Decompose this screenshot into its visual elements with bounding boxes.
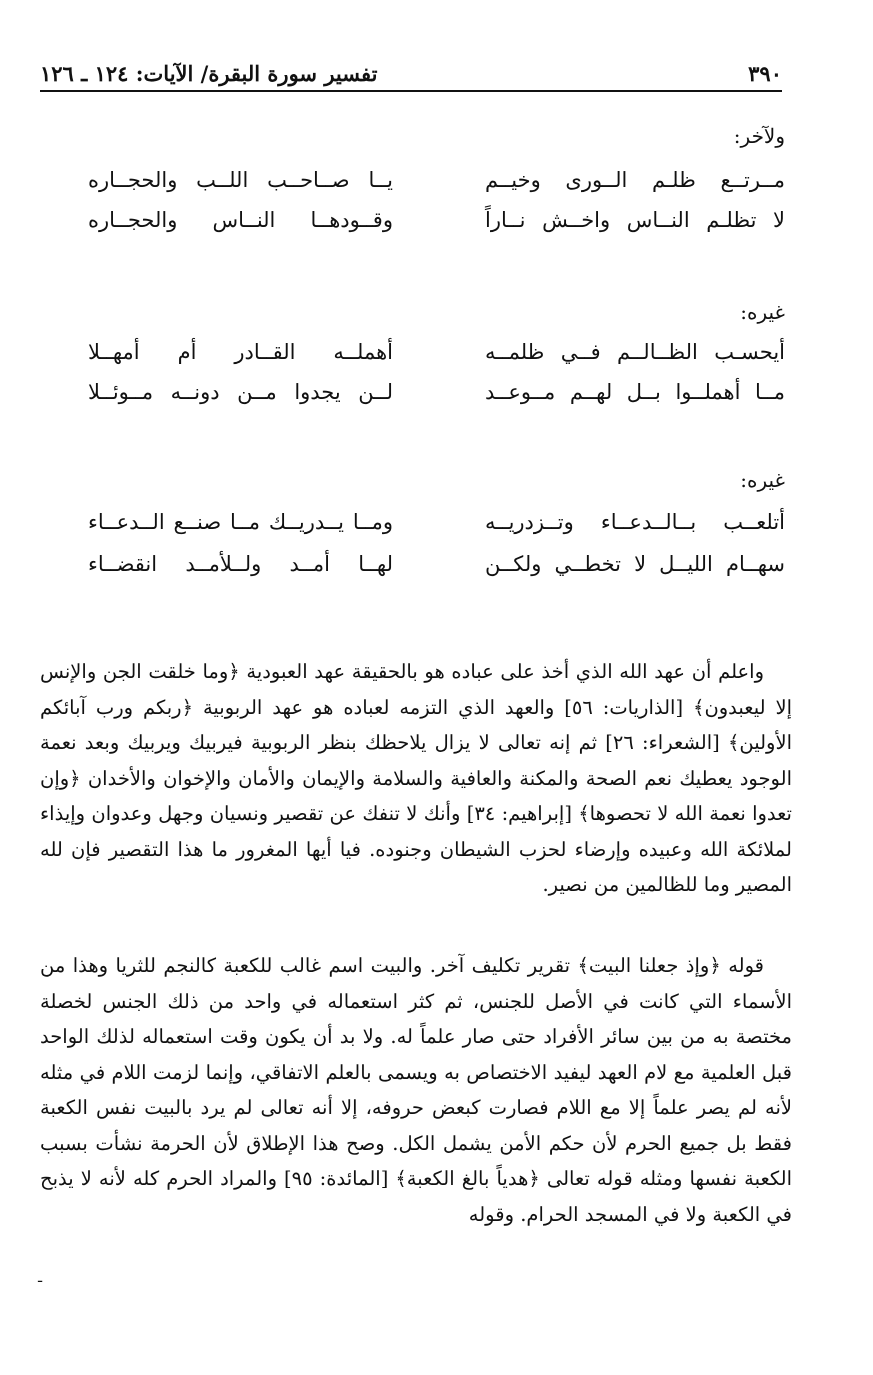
page-footer-mark: ـ: [38, 1270, 43, 1286]
commentary-paragraph: [40, 654, 792, 903]
verse-second-hemistich: لهــا أمــد ولــلأمــد انقضــاء: [88, 552, 393, 576]
running-title: تفسير سورة البقرة/ الآيات: ١٢٤ ـ ١٢٦: [40, 61, 378, 86]
commentary-paragraph: [40, 948, 792, 1232]
poem-label: غيره:: [740, 468, 785, 492]
verse-first-hemistich: لا تظلـم النــاس واخــش نــاراً: [485, 208, 785, 232]
verse-second-hemistich: وقــودهــا النــاس والحجــاره: [88, 208, 393, 232]
verse-first-hemistich: سهــام الليــل لا تخطــي ولكــن: [485, 552, 785, 576]
verse-second-hemistich: لــن يجدوا مــن دونــه مــوئــلا: [88, 380, 393, 404]
paragraph-text: واعلم أن عهد الله الذي أخذ على عباده هو بالحقيقة عهد العبودية ﴿وما خلقت الجن والإنس إلا ليعبدون﴾ [الذاريات: ٥٦] والعهد الذي التزمه لعباده هو عهد الربوبية ﴿ربكم ورب آبائكم الأولين﴾ [الشعراء: ٢٦] ثم إنه تعالى لا يزال يلاحظك بنظر الربوبية فيربيك ويربيك وبعد نعمة الوجود يعطيك نعم الصحة والمكنة والعافية والسلامة والإيمان والأمان والإخوان والأخدان ﴿وإن تعدوا نعمة الله لا تحصوها﴾ [إبراهيم: ٣٤] وأنك لا تنفك عن تقصير ونسيان وجهل وعدوان وإيذاء لملائكة الله وعبيده وإرضاء لحزب الشيطان وجنوده. فيا أيها المغرور ما هذا التقصير فإن لله المصير وما للظالمين من نصير.: [40, 660, 792, 896]
verse-first-hemistich: أتلعــب بــالــدعــاء وتــزدريــه: [485, 510, 785, 534]
verse-first-hemistich: مــرتــع ظلـم الــورى وخيــم: [485, 168, 785, 192]
page-header: [40, 56, 782, 92]
verse-second-hemistich: يــا صــاحــب اللــب والحجــاره: [88, 168, 393, 192]
verse-second-hemistich: ومــا يــدريــك مــا صنــع الــدعــاء: [88, 510, 393, 534]
verse-first-hemistich: أيحسـب الظــالــم فــي ظلمــه: [485, 340, 785, 364]
verse-first-hemistich: مــا أهملــوا بــل لهــم مــوعــد: [485, 380, 785, 404]
paragraph-text: قوله ﴿وإذ جعلنا البيت﴾ تقرير تكليف آخر. والبيت اسم غالب للكعبة كالنجم للثريا وهذا من الأسماء التي كانت في الأصل للجنس، ثم كثر استعماله في واحد من ذلك الجنس لخصلة مختصة به من بين سائر الأفراد حتى صار علماً له. ولا بد أن يكون وقت استعماله لذلك الواحد قبل العلمية مع لام العهد ليفيد الاختصاص به ويسمى بالعلم الاتفاقي، وإنما لزمت اللام في مثله لأنه لم يصر علماً إلا مع اللام فصارت كبعض حروفه، إلا أنه تعالى لم يرد بالبيت نفس الكعبة فقط بل جميع الحرم لأن حكم الأمن يشمل الكل. وصح هذا الإطلاق لأن الحرمة نشأت بسبب الكعبة نفسها ومثله قوله تعالى ﴿هدياً بالغ الكعبة﴾ [المائدة: ٩٥] والمراد الحرم كله لأنه لا يذبح في الكعبة ولا في المسجد الحرام. وقوله: [40, 954, 792, 1226]
poem-label: ولآخر:: [733, 124, 785, 148]
verse-second-hemistich: أهملــه القــادر أم أمهــلا: [88, 340, 393, 364]
page-number: ٣٩٠: [748, 61, 782, 86]
poem-label: غيره:: [740, 300, 785, 324]
